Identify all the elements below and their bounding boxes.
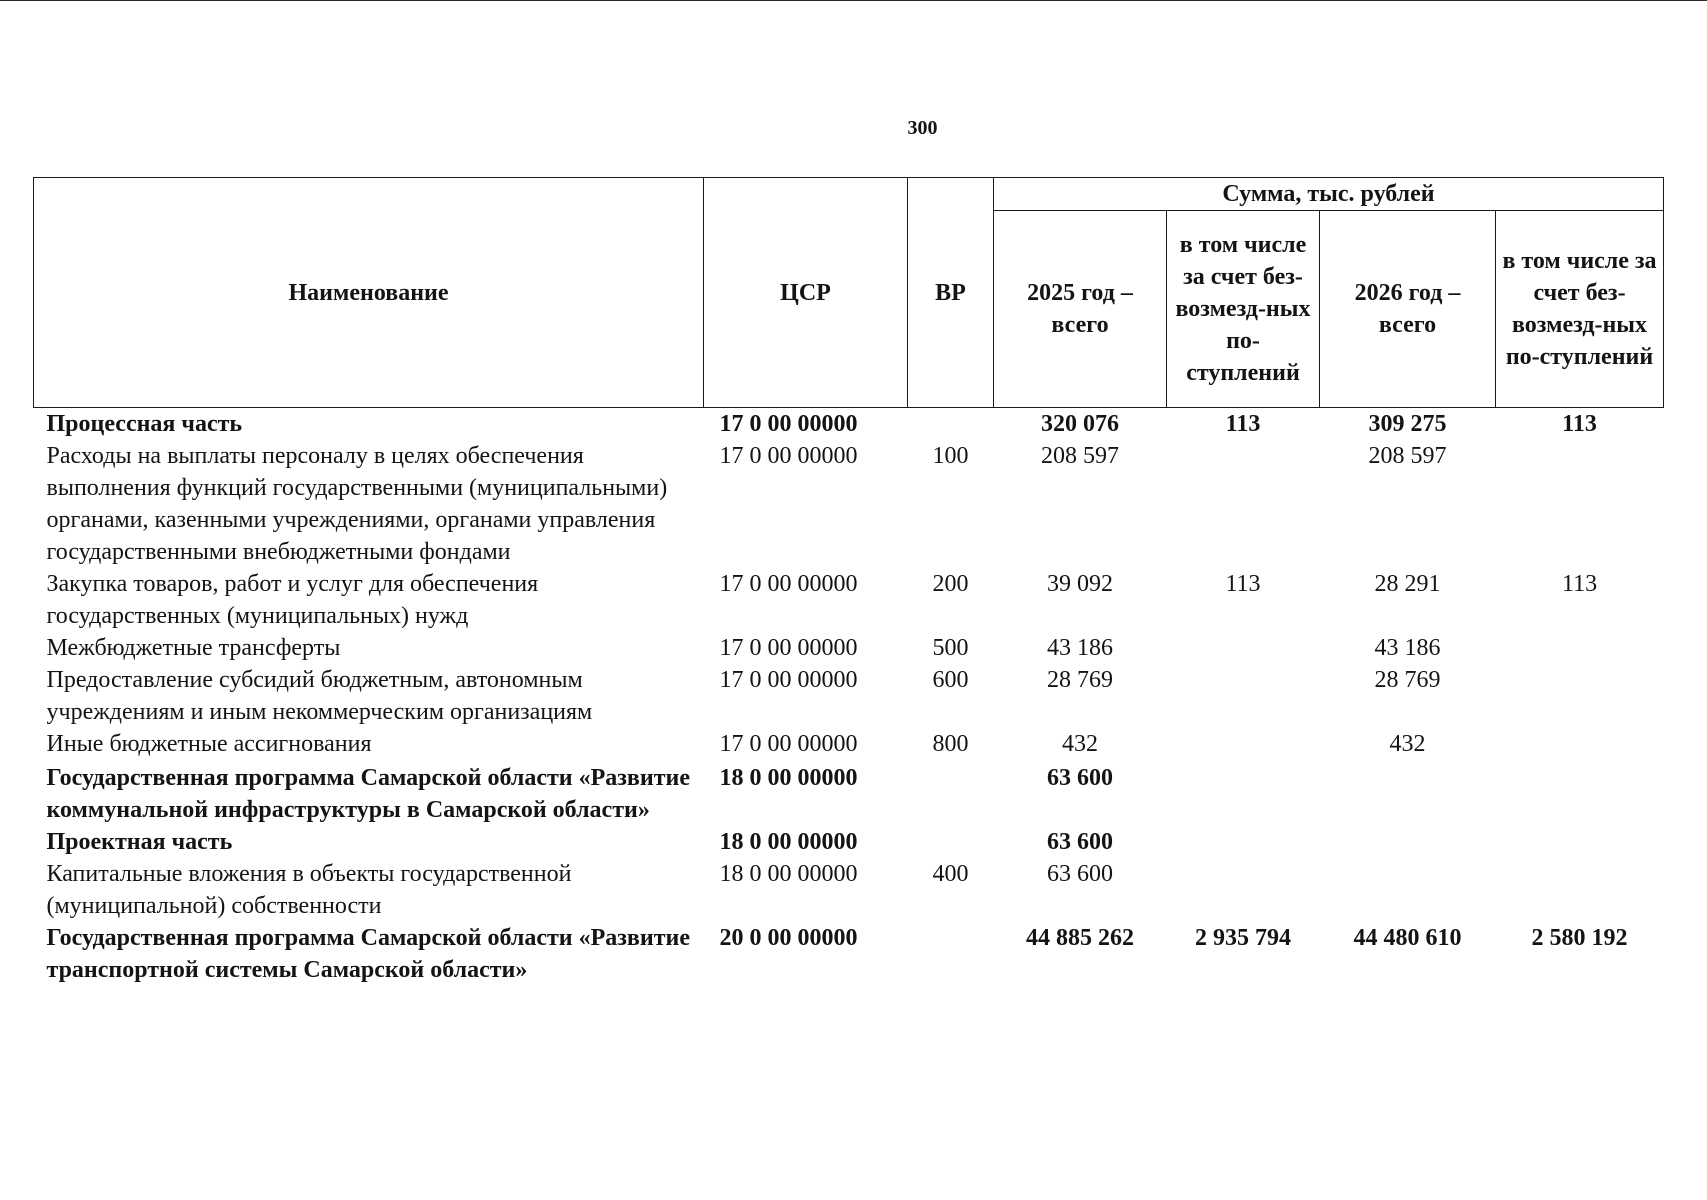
- header-vr: ВР: [908, 178, 994, 408]
- header-2026-total: 2026 год – всего: [1320, 211, 1496, 408]
- cell-2026-free-receipts: [1496, 858, 1664, 922]
- cell-name: Капитальные вложения в объекты государственной (муниципальной) собственности: [46, 861, 572, 919]
- cell-2025-total: 43 186: [1047, 635, 1113, 661]
- cell-2026-total: 28 769: [1374, 667, 1441, 693]
- cell-2025-total: 63 600: [1047, 829, 1113, 855]
- header-2025-free-receipts: в том числе за счет без-возмезд-ных по-ступлений: [1167, 211, 1320, 408]
- cell-csr: 17 0 00 00000: [719, 635, 858, 661]
- table-row: [34, 826, 1664, 858]
- cell-vr: 800: [932, 731, 969, 757]
- header-sum-group: Сумма, тыс. рублей: [994, 178, 1664, 211]
- cell-2025-free-receipts: [1167, 858, 1320, 922]
- cell-2026-total: 44 480 610: [1353, 925, 1462, 951]
- cell-2025-free-receipts: 113: [1225, 411, 1261, 437]
- cell-2026-free-receipts: [1496, 760, 1664, 826]
- cell-name: Закупка товаров, работ и услуг для обеспечения государственных (муниципальных) нужд: [46, 571, 539, 629]
- page-number: 300: [907, 117, 938, 139]
- cell-csr: 17 0 00 00000: [719, 411, 858, 437]
- cell-2026-free-receipts: [1496, 440, 1664, 568]
- cell-2025-total: 63 600: [1047, 861, 1113, 887]
- cell-2026-free-receipts: 113: [1561, 571, 1598, 597]
- cell-2025-free-receipts: 113: [1225, 571, 1261, 597]
- cell-2026-total: 432: [1389, 731, 1426, 757]
- cell-2026-total: 28 291: [1374, 571, 1441, 597]
- cell-csr: 18 0 00 00000: [719, 829, 858, 855]
- cell-csr: 17 0 00 00000: [719, 571, 858, 597]
- cell-name: Государственная программа Самарской области «Развитие транспортной системы Самарской области»: [46, 925, 690, 983]
- cell-2026-total: [1320, 760, 1496, 826]
- cell-name: Процессная часть: [46, 411, 243, 437]
- cell-2025-total: 39 092: [1047, 571, 1113, 597]
- cell-name: Проектная часть: [46, 829, 233, 855]
- cell-name: Расходы на выплаты персоналу в целях обеспечения выполнения функций государственными (муниципальными) органами, казенными учреждениями, органами управления государственными внебюджетными фондами: [46, 443, 668, 565]
- cell-2025-total: 44 885 262: [1026, 925, 1134, 951]
- cell-2025-free-receipts: [1167, 440, 1320, 568]
- cell-vr: 100: [932, 443, 969, 469]
- cell-2025-total: 28 769: [1047, 667, 1113, 693]
- cell-csr: 17 0 00 00000: [719, 443, 858, 469]
- table-row: [34, 568, 1664, 632]
- cell-2026-free-receipts: [1496, 632, 1664, 664]
- cell-2025-total: 432: [1062, 731, 1098, 757]
- table-row: [34, 760, 1664, 826]
- cell-csr: 18 0 00 00000: [719, 861, 858, 887]
- table-row: [34, 922, 1664, 986]
- cell-2025-total: 63 600: [1047, 765, 1113, 791]
- cell-name: Межбюджетные трансферты: [46, 635, 341, 661]
- cell-2025-free-receipts: [1167, 664, 1320, 728]
- cell-vr: [908, 760, 994, 826]
- cell-2025-free-receipts: [1167, 760, 1320, 826]
- cell-2026-free-receipts: [1496, 664, 1664, 728]
- cell-2026-free-receipts: [1496, 728, 1664, 760]
- table-row: [34, 440, 1664, 568]
- cell-2026-total: 43 186: [1374, 635, 1441, 661]
- cell-vr: [908, 922, 994, 986]
- table-row: [34, 664, 1664, 728]
- header-2025-total: 2025 год – всего: [994, 211, 1167, 408]
- cell-2025-total: 208 597: [1041, 443, 1119, 469]
- cell-2025-free-receipts: 2 935 794: [1195, 925, 1291, 951]
- cell-vr: [908, 826, 994, 858]
- cell-vr: 500: [932, 635, 969, 661]
- cell-csr: 17 0 00 00000: [719, 731, 858, 757]
- table-row: [34, 408, 1664, 441]
- cell-2026-free-receipts: [1496, 826, 1664, 858]
- cell-2025-free-receipts: [1167, 826, 1320, 858]
- cell-2026-total: 208 597: [1368, 443, 1447, 469]
- cell-csr: 18 0 00 00000: [719, 765, 858, 791]
- cell-name: Предоставление субсидий бюджетным, автономным учреждениям и иным некоммерческим организациям: [46, 667, 593, 725]
- cell-2026-total: [1320, 858, 1496, 922]
- header-name: Наименование: [34, 178, 704, 408]
- cell-2026-total: 309 275: [1368, 411, 1447, 437]
- header-csr: ЦСР: [704, 178, 908, 408]
- header-2026-free-receipts: в том числе за счет без-возмезд-ных по-ступлений: [1496, 211, 1664, 408]
- cell-2026-free-receipts: 2 580 192: [1531, 925, 1628, 951]
- cell-vr: 400: [932, 861, 969, 887]
- cell-2025-free-receipts: [1167, 632, 1320, 664]
- cell-csr: 17 0 00 00000: [719, 667, 858, 693]
- table-header: [34, 178, 1664, 408]
- cell-2026-total: [1320, 826, 1496, 858]
- cell-2025-free-receipts: [1167, 728, 1320, 760]
- cell-vr: [908, 408, 994, 441]
- scan-edge-line: [0, 0, 1707, 1]
- cell-vr: 200: [932, 571, 969, 597]
- table-row: [34, 632, 1664, 664]
- table-body: [34, 408, 1664, 987]
- cell-2025-total: 320 076: [1041, 411, 1119, 437]
- table-row: [34, 728, 1664, 760]
- cell-2026-free-receipts: 113: [1562, 411, 1597, 437]
- budget-table: [33, 177, 1664, 986]
- cell-name: Государственная программа Самарской области «Развитие коммунальной инфраструктуры в Самарской области»: [46, 765, 690, 823]
- cell-vr: 600: [932, 667, 969, 693]
- cell-name: Иные бюджетные ассигнования: [46, 731, 372, 757]
- table-row: [34, 858, 1664, 922]
- cell-csr: 20 0 00 00000: [719, 925, 858, 951]
